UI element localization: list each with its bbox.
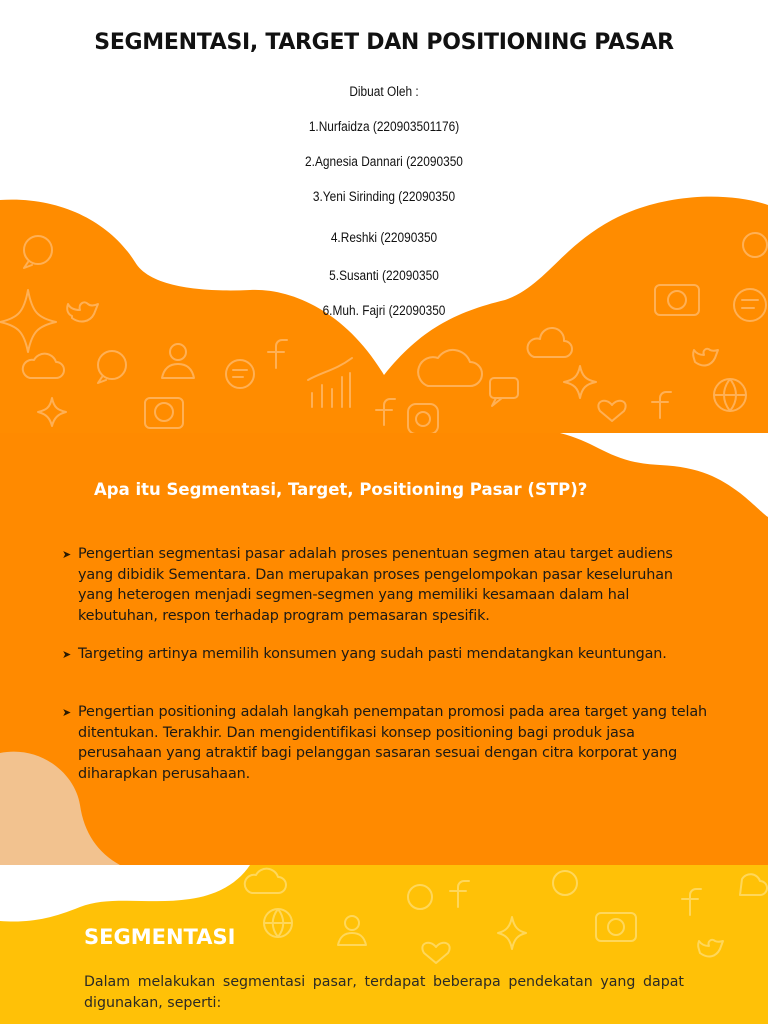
- coin-icon: [596, 913, 636, 941]
- slide-stp-definition: [0, 433, 768, 865]
- made-by-label: Dibuat Oleh :: [349, 84, 419, 99]
- chevron-right-icon: ➤: [62, 648, 72, 661]
- chevron-right-icon: ➤: [62, 548, 72, 561]
- author-2: 2.Agnesia Dannari (22090350: [305, 154, 463, 169]
- orange-wave-background: [0, 0, 768, 433]
- bullet-text: Pengertian positioning adalah langkah penempatan promosi pada area target yang telah ditentukan. Terakhir. Dan mengidentifikasi konsep positioning bagi produk jasa perusahaan yang atraktif bagi pelanggan sasaran sesuai dengan citra korporat yang diharapkan perusahaan.: [78, 704, 707, 783]
- heart-icon: [422, 943, 449, 963]
- slide-segmentation: [0, 865, 768, 1024]
- cloud-icon: [245, 869, 286, 893]
- chevron-right-icon: ➤: [62, 706, 72, 719]
- slide-title: [0, 0, 768, 433]
- author-5: 5.Susanti (22090350: [329, 268, 439, 283]
- author-1: 1.Nurfaidza (220903501176): [308, 119, 460, 134]
- globe-icon: [264, 909, 292, 937]
- chat-icon: [408, 885, 432, 909]
- facebook-icon: [450, 881, 469, 907]
- cloud-icon: [740, 874, 767, 895]
- twitter-icon: [698, 940, 723, 957]
- sparkle-icon: [498, 917, 526, 949]
- bullet-text: Pengertian segmentasi pasar adalah proses penentuan segmen atau target audiens yang dibidik Sementara. Dan merupakan proses pengelompokan pasar keseluruhan yang heterogen menjadi segmen-segmen yang memiliki kesamaan dalam hal kebutuhan, respon terhadap program pemasaran spesifik.: [78, 546, 673, 625]
- facebook-icon: [682, 889, 701, 915]
- section-heading: SEGMENTASI: [84, 925, 236, 949]
- bullet-segmentation: [62, 544, 712, 627]
- section-body: Dalam melakukan segmentasi pasar, terdapat beberapa pendekatan yang dapat digunakan, seperti:: [84, 974, 684, 1011]
- bullet-text: Targeting artinya memilih konsumen yang sudah pasti mendatangkan keuntungan.: [78, 646, 667, 662]
- bullet-positioning: [62, 702, 712, 785]
- whatsapp-icon: [553, 871, 577, 895]
- section-heading: Apa itu Segmentasi, Target, Positioning Pasar (STP)?: [94, 480, 588, 499]
- author-6: 6.Muh. Fajri (22090350: [322, 303, 446, 318]
- page-title: SEGMENTASI, TARGET DAN POSITIONING PASAR: [94, 30, 674, 55]
- author-3: 3.Yeni Sirinding (22090350: [312, 189, 456, 204]
- user-icon: [338, 916, 366, 945]
- author-4: 4.Reshki (22090350: [330, 230, 438, 245]
- bullet-targeting: [62, 644, 712, 665]
